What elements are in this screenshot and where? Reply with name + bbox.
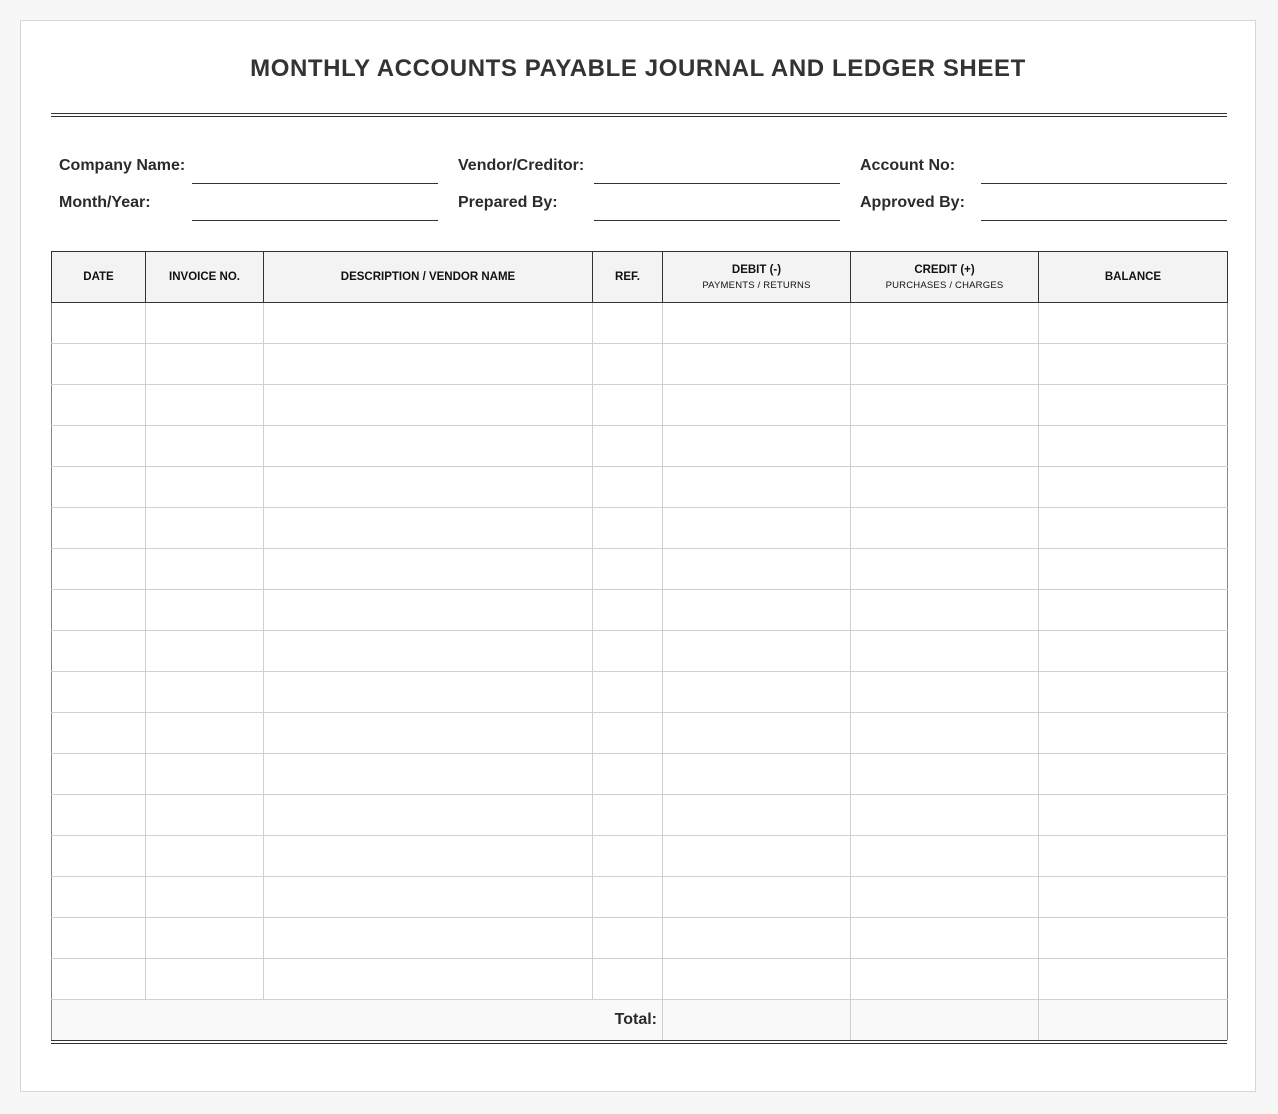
table-row: [52, 795, 1228, 836]
cell-balance[interactable]: [1039, 508, 1228, 549]
cell-description[interactable]: [264, 795, 593, 836]
cell-ref[interactable]: [593, 508, 663, 549]
cell-debit[interactable]: [663, 385, 851, 426]
cell-balance[interactable]: [1039, 631, 1228, 672]
column-header-balance: BALANCE: [1039, 252, 1228, 303]
column-header-description: DESCRIPTION / VENDOR NAME: [264, 252, 593, 303]
cell-balance[interactable]: [1039, 959, 1228, 1000]
cell-description[interactable]: [264, 508, 593, 549]
cell-balance[interactable]: [1039, 836, 1228, 877]
cell-credit[interactable]: [851, 918, 1039, 959]
cell-date[interactable]: [52, 877, 146, 918]
cell-balance[interactable]: [1039, 672, 1228, 713]
table-header-row: [52, 252, 1228, 303]
cell-balance[interactable]: [1039, 426, 1228, 467]
cell-description[interactable]: [264, 672, 593, 713]
cell-ref[interactable]: [593, 303, 663, 344]
table-row: [52, 754, 1228, 795]
table-row: [52, 959, 1228, 1000]
table-row: [52, 508, 1228, 549]
cell-description[interactable]: [264, 918, 593, 959]
cell-invoice-no[interactable]: [146, 836, 264, 877]
cell-debit[interactable]: [663, 426, 851, 467]
cell-date[interactable]: [52, 795, 146, 836]
cell-debit[interactable]: [663, 631, 851, 672]
month-year-field[interactable]: [192, 220, 438, 221]
month-year-label: Month/Year:: [59, 194, 151, 211]
cell-date[interactable]: [52, 836, 146, 877]
cell-description[interactable]: [264, 303, 593, 344]
cell-credit[interactable]: [851, 385, 1039, 426]
cell-credit[interactable]: [851, 795, 1039, 836]
cell-balance[interactable]: [1039, 344, 1228, 385]
cell-description[interactable]: [264, 959, 593, 1000]
approved-by-label: Approved By:: [860, 194, 965, 211]
cell-credit[interactable]: [851, 836, 1039, 877]
cell-ref[interactable]: [593, 631, 663, 672]
cell-ref[interactable]: [593, 672, 663, 713]
cell-debit[interactable]: [663, 836, 851, 877]
ledger-table: [51, 251, 1228, 1041]
cell-ref[interactable]: [593, 590, 663, 631]
account-no-field[interactable]: [981, 183, 1227, 184]
cell-description[interactable]: [264, 754, 593, 795]
cell-date[interactable]: [52, 918, 146, 959]
column-header-debit: [663, 252, 851, 303]
cell-date[interactable]: [52, 426, 146, 467]
cell-balance[interactable]: [1039, 795, 1228, 836]
table-row: [52, 426, 1228, 467]
cell-description[interactable]: [264, 344, 593, 385]
cell-credit[interactable]: [851, 959, 1039, 1000]
vendor-creditor-field[interactable]: [594, 183, 840, 184]
cell-ref[interactable]: [593, 344, 663, 385]
debit-header-label: DEBIT (-): [731, 263, 782, 276]
cell-debit[interactable]: [663, 713, 851, 754]
cell-description[interactable]: [264, 877, 593, 918]
cell-ref[interactable]: [593, 877, 663, 918]
cell-credit[interactable]: [851, 344, 1039, 385]
cell-ref[interactable]: [593, 918, 663, 959]
cell-date[interactable]: [52, 303, 146, 344]
cell-credit[interactable]: [851, 672, 1039, 713]
cell-debit[interactable]: [663, 467, 851, 508]
cell-date[interactable]: [52, 590, 146, 631]
vendor-creditor-label: Vendor/Creditor:: [458, 157, 585, 174]
table-row: [52, 918, 1228, 959]
cell-invoice-no[interactable]: [146, 590, 264, 631]
cell-balance[interactable]: [1039, 754, 1228, 795]
cell-ref[interactable]: [593, 795, 663, 836]
cell-date[interactable]: [52, 713, 146, 754]
cell-invoice-no[interactable]: [146, 918, 264, 959]
cell-ref[interactable]: [593, 713, 663, 754]
cell-invoice-no[interactable]: [146, 877, 264, 918]
cell-date[interactable]: [52, 959, 146, 1000]
cell-date[interactable]: [52, 672, 146, 713]
cell-debit[interactable]: [663, 549, 851, 590]
cell-date[interactable]: [52, 631, 146, 672]
cell-credit[interactable]: [851, 754, 1039, 795]
cell-balance[interactable]: [1039, 303, 1228, 344]
table-row: [52, 303, 1228, 344]
cell-ref[interactable]: [593, 754, 663, 795]
cell-date[interactable]: [52, 467, 146, 508]
cell-date[interactable]: [52, 754, 146, 795]
cell-invoice-no[interactable]: [146, 754, 264, 795]
table-row: [52, 836, 1228, 877]
credit-header-sublabel: PURCHASES / CHARGES: [885, 279, 1004, 291]
table-row: [52, 549, 1228, 590]
cell-description[interactable]: [264, 549, 593, 590]
cell-credit[interactable]: [851, 713, 1039, 754]
cell-invoice-no[interactable]: [146, 713, 264, 754]
cell-invoice-no[interactable]: [146, 426, 264, 467]
cell-description[interactable]: [264, 426, 593, 467]
cell-invoice-no[interactable]: [146, 672, 264, 713]
cell-balance[interactable]: [1039, 467, 1228, 508]
cell-date[interactable]: [52, 385, 146, 426]
cell-balance[interactable]: [1039, 549, 1228, 590]
cell-invoice-no[interactable]: [146, 795, 264, 836]
cell-credit[interactable]: [851, 467, 1039, 508]
debit-header-sublabel: PAYMENTS / RETURNS: [702, 279, 811, 291]
cell-credit[interactable]: [851, 877, 1039, 918]
cell-description[interactable]: [264, 836, 593, 877]
page-title: MONTHLY ACCOUNTS PAYABLE JOURNAL AND LEDGER SHEET: [250, 55, 1026, 82]
cell-balance[interactable]: [1039, 877, 1228, 918]
cell-debit[interactable]: [663, 877, 851, 918]
cell-credit[interactable]: [851, 426, 1039, 467]
table-row: [52, 713, 1228, 754]
cell-debit[interactable]: [663, 508, 851, 549]
cell-description[interactable]: [264, 590, 593, 631]
approved-by-field[interactable]: [981, 220, 1227, 221]
cell-debit[interactable]: [663, 754, 851, 795]
cell-ref[interactable]: [593, 385, 663, 426]
total-row: [52, 1000, 1228, 1041]
column-header-date: DATE: [52, 252, 146, 303]
ledger-body: [52, 303, 1228, 1041]
credit-header-label: CREDIT (+): [914, 263, 975, 276]
table-row: [52, 631, 1228, 672]
cell-credit[interactable]: [851, 303, 1039, 344]
cell-credit[interactable]: [851, 590, 1039, 631]
ledger-sheet: [20, 20, 1256, 1092]
cell-ref[interactable]: [593, 549, 663, 590]
table-row: [52, 385, 1228, 426]
cell-ref[interactable]: [593, 467, 663, 508]
cell-invoice-no[interactable]: [146, 303, 264, 344]
cell-debit[interactable]: [663, 672, 851, 713]
table-row: [52, 344, 1228, 385]
column-header-ref: REF.: [593, 252, 663, 303]
cell-invoice-no[interactable]: [146, 344, 264, 385]
cell-debit[interactable]: [663, 303, 851, 344]
total-credit-cell[interactable]: [851, 1000, 1039, 1041]
cell-invoice-no[interactable]: [146, 467, 264, 508]
total-balance-cell[interactable]: [1039, 1000, 1228, 1041]
company-name-field[interactable]: [192, 183, 438, 184]
cell-debit[interactable]: [663, 795, 851, 836]
cell-balance[interactable]: [1039, 590, 1228, 631]
prepared-by-label: Prepared By:: [458, 194, 558, 211]
cell-credit[interactable]: [851, 631, 1039, 672]
cell-date[interactable]: [52, 344, 146, 385]
bottom-divider: [51, 1040, 1227, 1044]
cell-debit[interactable]: [663, 918, 851, 959]
account-no-label: Account No:: [860, 157, 956, 174]
cell-ref[interactable]: [593, 959, 663, 1000]
table-row: [52, 672, 1228, 713]
total-debit-cell[interactable]: [663, 1000, 851, 1041]
cell-invoice-no[interactable]: [146, 631, 264, 672]
cell-date[interactable]: [52, 508, 146, 549]
cell-balance[interactable]: [1039, 385, 1228, 426]
table-row: [52, 877, 1228, 918]
table-row: [52, 590, 1228, 631]
cell-invoice-no[interactable]: [146, 385, 264, 426]
cell-balance[interactable]: [1039, 713, 1228, 754]
cell-description[interactable]: [264, 467, 593, 508]
cell-credit[interactable]: [851, 549, 1039, 590]
cell-ref[interactable]: [593, 426, 663, 467]
cell-invoice-no[interactable]: [146, 508, 264, 549]
column-header-invoice-no: INVOICE NO.: [146, 252, 264, 303]
title-divider: [51, 113, 1227, 117]
cell-balance[interactable]: [1039, 918, 1228, 959]
prepared-by-field[interactable]: [594, 220, 840, 221]
cell-invoice-no[interactable]: [146, 959, 264, 1000]
company-name-label: Company Name:: [59, 157, 186, 174]
cell-ref[interactable]: [593, 836, 663, 877]
cell-debit[interactable]: [663, 590, 851, 631]
cell-date[interactable]: [52, 549, 146, 590]
column-header-credit: [851, 252, 1039, 303]
cell-debit[interactable]: [663, 959, 851, 1000]
table-row: [52, 467, 1228, 508]
cell-description[interactable]: [264, 631, 593, 672]
cell-invoice-no[interactable]: [146, 549, 264, 590]
cell-description[interactable]: [264, 385, 593, 426]
total-label: Total:: [52, 1000, 663, 1041]
cell-description[interactable]: [264, 713, 593, 754]
cell-debit[interactable]: [663, 344, 851, 385]
cell-credit[interactable]: [851, 508, 1039, 549]
